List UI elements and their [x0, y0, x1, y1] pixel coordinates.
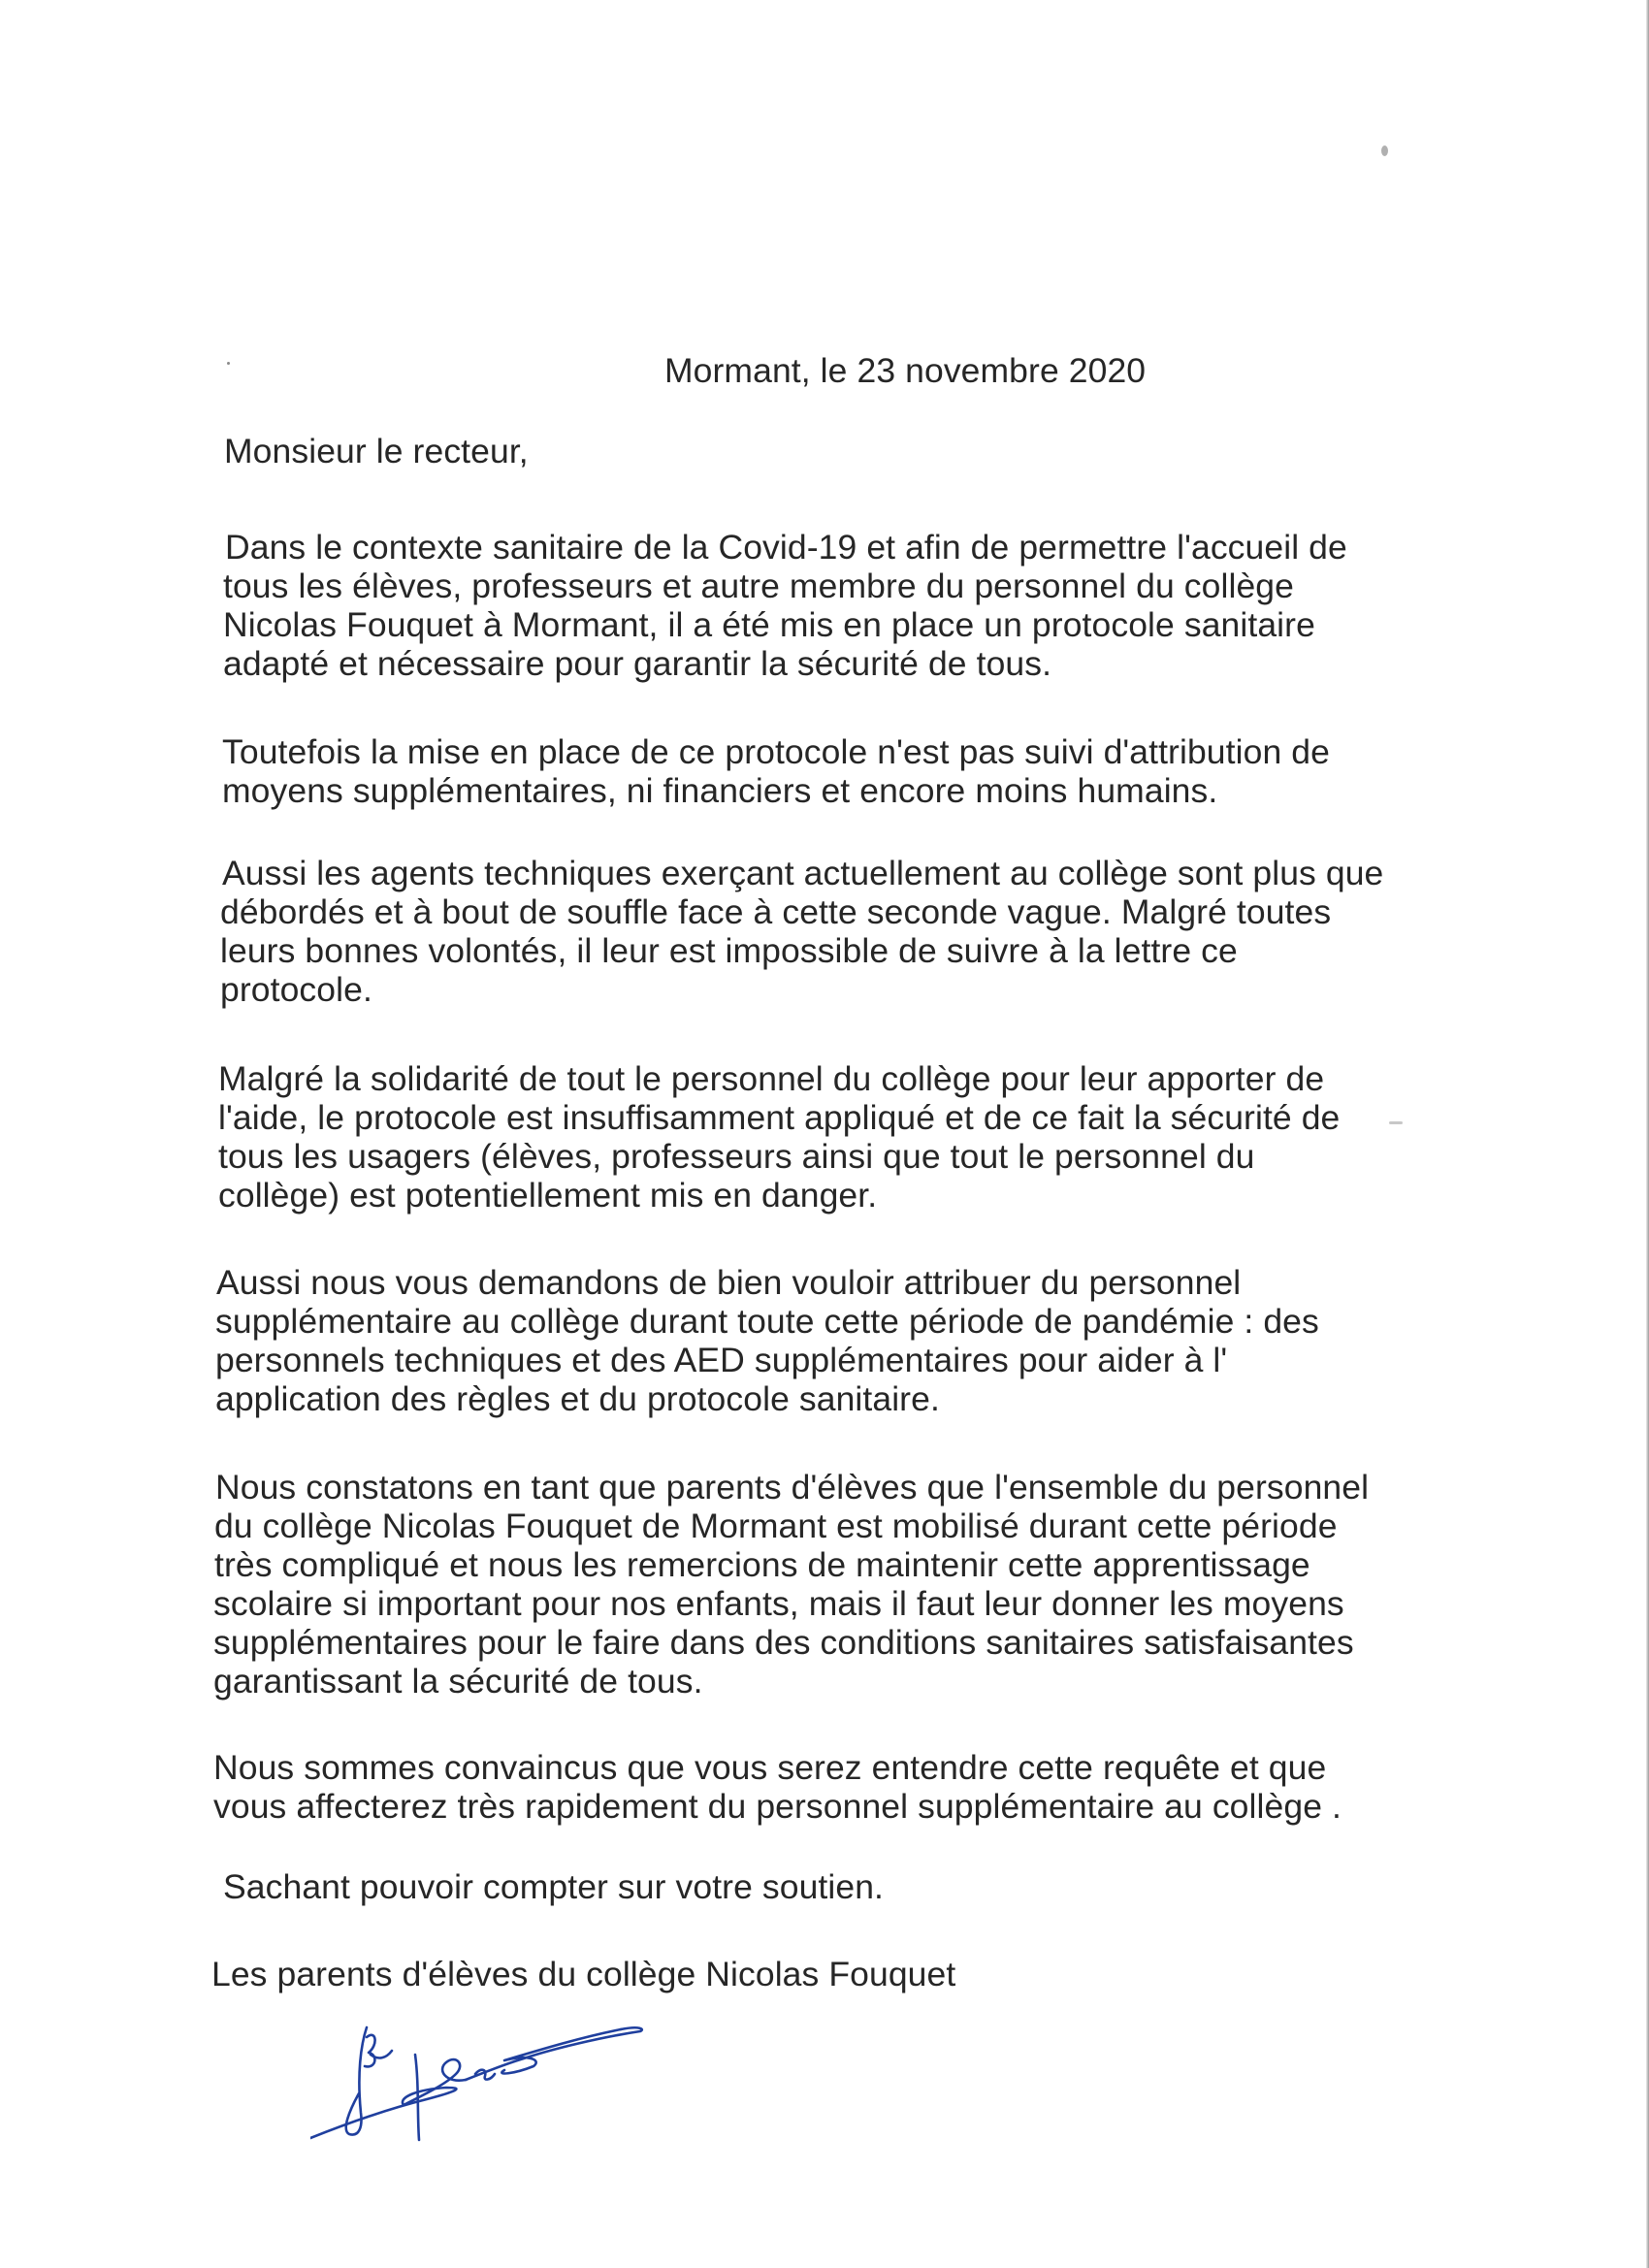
scan-speck	[1381, 146, 1388, 156]
paragraph-line: moyens supplémentaires, ni financiers et encore moins humains.	[222, 771, 1218, 810]
paragraph-line: vous affecterez très rapidement du personnel supplémentaire au collège .	[213, 1787, 1342, 1826]
paragraph-line: protocole.	[220, 970, 372, 1009]
handwritten-signature	[310, 2016, 645, 2147]
paragraph-line: du collège Nicolas Fouquet de Mormant est mobilisé durant cette période	[214, 1507, 1338, 1545]
paragraph-line: très compliqué et nous les remercions de maintenir cette apprentissage	[214, 1545, 1310, 1584]
paragraph-line: supplémentaire au collège durant toute cette période de pandémie : des	[215, 1302, 1319, 1341]
paragraph-line: Nous constatons en tant que parents d'élèves que l'ensemble du personnel	[215, 1468, 1370, 1507]
paragraph-line: application des règles et du protocole sanitaire.	[215, 1379, 940, 1418]
paragraph-line: Toutefois la mise en place de ce protocole n'est pas suivi d'attribution de	[222, 732, 1330, 771]
letter-date: Mormant, le 23 novembre 2020	[664, 351, 1147, 390]
paragraph-line: tous les élèves, professeurs et autre membre du personnel du collège	[223, 567, 1294, 605]
paragraph-line: Aussi nous vous demandons de bien vouloir attribuer du personnel	[216, 1263, 1242, 1302]
paragraph-line: garantissant la sécurité de tous.	[213, 1662, 703, 1701]
letter-signoff: Les parents d'élèves du collège Nicolas Fouquet	[211, 1955, 956, 1993]
paragraph-line: personnels techniques et des AED supplémentaires pour aider à l'	[215, 1341, 1228, 1379]
paragraph-line: tous les usagers (élèves, professeurs ainsi que tout le personnel du	[218, 1137, 1255, 1176]
paragraph-line: l'aide, le protocole est insuffisamment appliqué et de ce fait la sécurité de	[218, 1098, 1341, 1137]
scan-speck	[227, 362, 230, 365]
paragraph-line: Nicolas Fouquet à Mormant, il a été mis en place un protocole sanitaire	[223, 605, 1315, 644]
paragraph-line: scolaire si important pour nos enfants, mais il faut leur donner les moyens	[213, 1584, 1344, 1623]
paragraph-line: collège) est potentiellement mis en danger.	[218, 1176, 878, 1215]
paragraph-line: Aussi les agents techniques exerçant actuellement au collège sont plus que	[222, 854, 1384, 892]
paragraph-line: Dans le contexte sanitaire de la Covid-19 et afin de permettre l'accueil de	[225, 528, 1347, 567]
letter-salutation: Monsieur le recteur,	[224, 432, 529, 470]
letter-closing: Sachant pouvoir compter sur votre soutien.	[223, 1867, 885, 1906]
paragraph-line: Nous sommes convaincus que vous serez entendre cette requête et que	[213, 1748, 1327, 1787]
paragraph-line: Malgré la solidarité de tout le personnel du collège pour leur apporter de	[218, 1059, 1325, 1098]
paragraph-line: leurs bonnes volontés, il leur est impossible de suivre à la lettre ce	[220, 931, 1238, 970]
paragraph-line: adapté et nécessaire pour garantir la sécurité de tous.	[223, 644, 1052, 683]
paragraph-line: supplémentaires pour le faire dans des conditions sanitaires satisfaisantes	[213, 1623, 1354, 1662]
scan-speck	[1389, 1121, 1403, 1124]
paragraph-line: débordés et à bout de souffle face à cette seconde vague. Malgré toutes	[220, 892, 1332, 931]
